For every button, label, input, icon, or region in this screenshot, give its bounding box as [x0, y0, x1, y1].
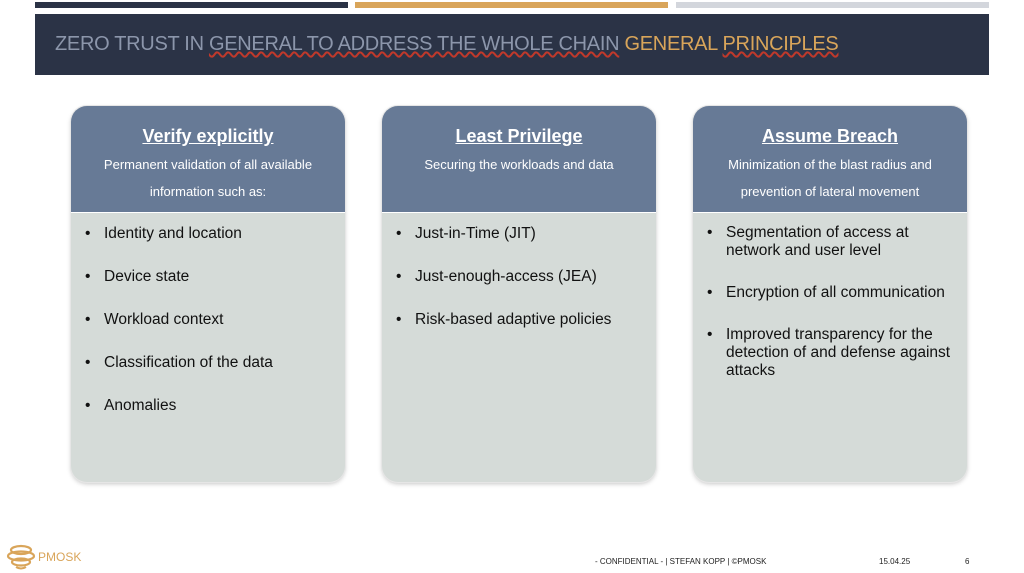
pmosk-logo-icon	[4, 541, 38, 571]
card-subtitle: Permanent validation of all available information such as:	[103, 157, 313, 199]
list-item: • Device state	[85, 267, 335, 286]
list-item: • Segmentation of access at network and user level	[707, 224, 957, 260]
footer-page-number: 6	[965, 557, 970, 566]
list-item: • Just-enough-access (JEA)	[396, 267, 646, 286]
title-part-4: PRINCIPLES	[722, 33, 839, 55]
card-subtitle: Minimization of the blast radius and prevention of lateral movement	[728, 157, 932, 199]
list-item: • Risk-based adaptive policies	[396, 310, 646, 329]
list-item: • Anomalies	[85, 396, 335, 415]
card-header	[382, 106, 656, 213]
slide-title	[55, 33, 838, 56]
card-header	[693, 106, 967, 213]
card-assume-breach	[693, 106, 967, 482]
title-part-3: GENERAL	[619, 33, 723, 55]
top-bar-dark	[35, 2, 348, 8]
card-list	[382, 213, 656, 329]
card-subtitle: Securing the workloads and data	[424, 157, 614, 172]
top-bar-light	[676, 2, 989, 8]
title-part-2: GENERAL TO ADDRESS THE WHOLE CHAIN	[208, 33, 620, 55]
card-least-privilege	[382, 106, 656, 482]
card-header	[71, 106, 345, 213]
logo-text: PMOSK	[38, 550, 82, 564]
footer-confidential: - CONFIDENTIAL - | STEFAN KOPP | ©PMOSK	[595, 557, 767, 566]
list-item: • Just-in-Time (JIT)	[396, 224, 646, 243]
card-title: Verify explicitly	[142, 126, 274, 146]
list-item: • Workload context	[85, 310, 335, 329]
title-band	[35, 14, 989, 75]
title-part-1: ZERO TRUST IN	[55, 33, 209, 55]
card-list	[71, 213, 345, 415]
card-list	[693, 213, 967, 380]
card-title: Assume Breach	[761, 126, 899, 146]
card-title: Least Privilege	[455, 126, 583, 146]
list-item: • Improved transparency for the detection of and defense against attacks	[707, 326, 957, 380]
list-item: • Classification of the data	[85, 353, 335, 372]
footer-date: 15.04.25	[879, 557, 911, 566]
list-item: • Identity and location	[85, 224, 335, 243]
top-bar-gold	[355, 2, 668, 8]
list-item: • Encryption of all communication	[707, 284, 957, 302]
card-verify-explicitly	[71, 106, 345, 482]
